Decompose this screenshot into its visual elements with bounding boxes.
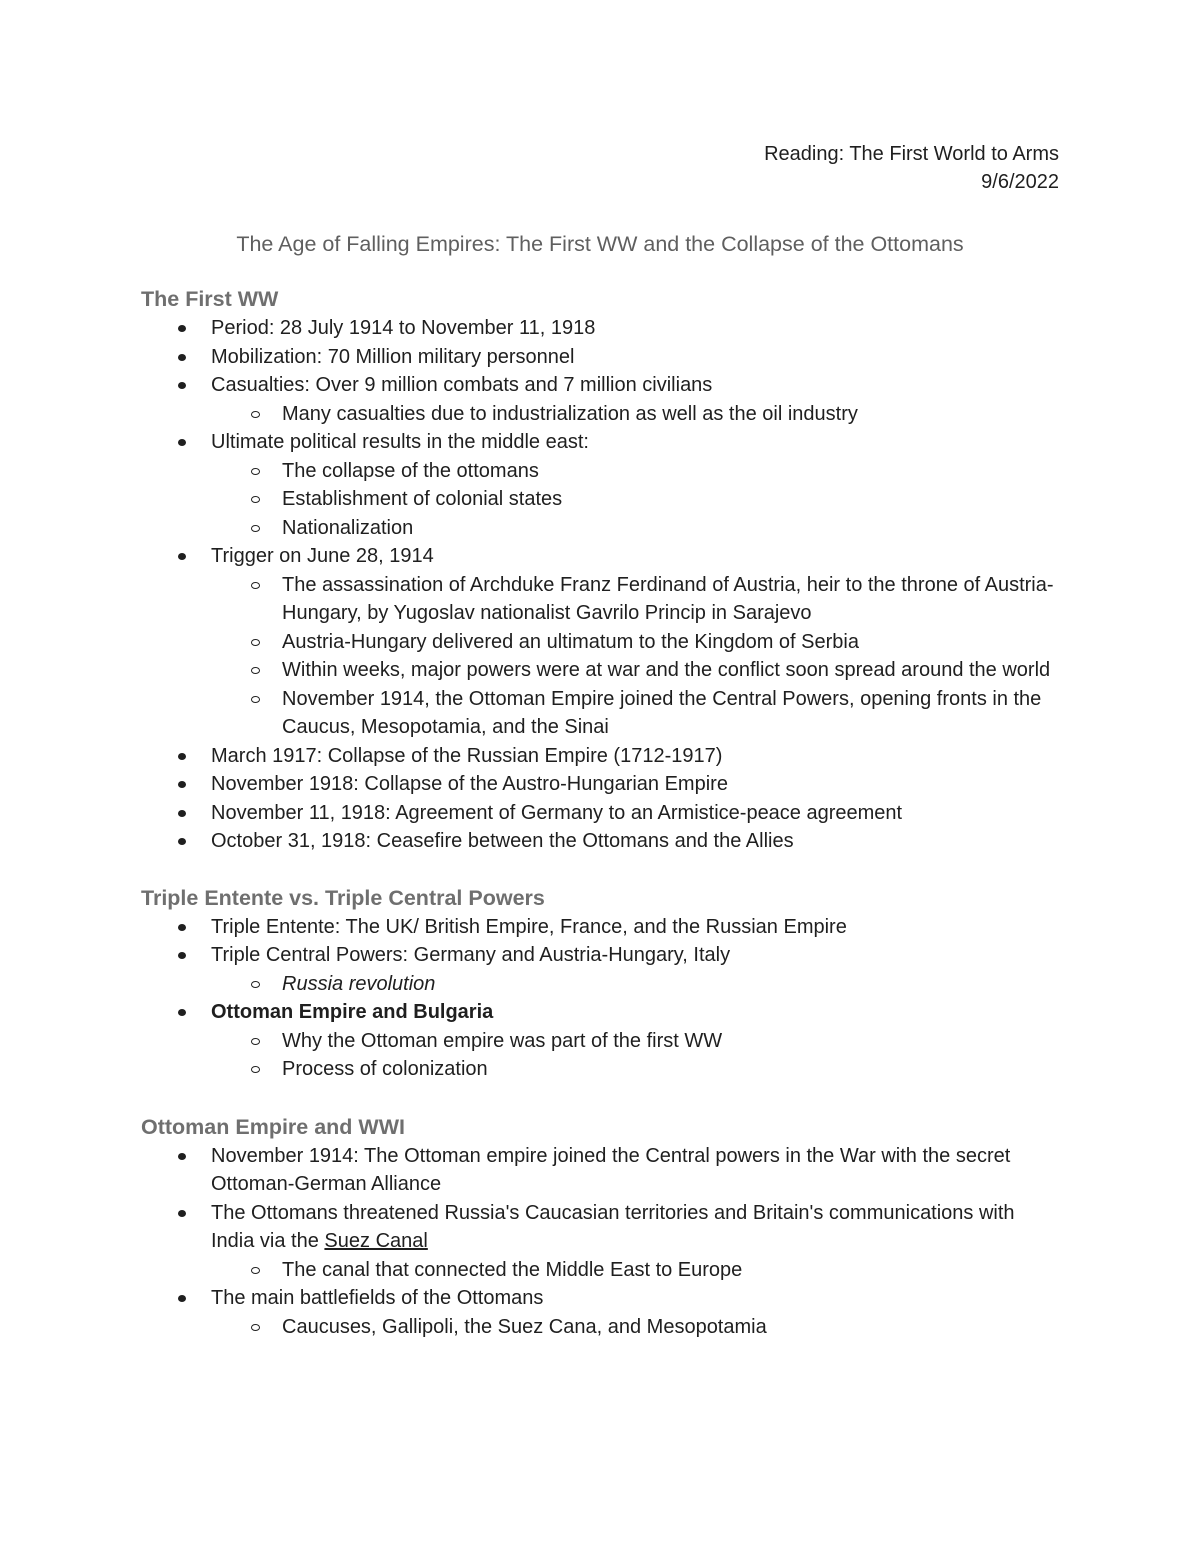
filled-bullet-icon: [178, 325, 186, 332]
list-item: [141, 941, 1059, 998]
list-item-text: The Ottomans threatened Russia's Caucasian territories and Britain's communications with India via the: [211, 1201, 1015, 1252]
filled-bullet-icon: [178, 1210, 186, 1217]
filled-bullet-icon: [178, 838, 186, 845]
list-item: [141, 827, 1059, 856]
section-heading-triple-entente: Triple Entente vs. Triple Central Powers: [141, 885, 545, 910]
document-title: The Age of Falling Empires: The First WW and the Collapse of the Ottomans: [236, 232, 964, 256]
sub-list-item-text: The collapse of the ottomans: [282, 459, 539, 482]
filled-bullet-icon: [178, 382, 186, 389]
list-item: [141, 799, 1059, 828]
document-page: [141, 140, 1059, 1341]
filled-bullet-icon: [178, 1009, 186, 1016]
list-item-text: Casualties: Over 9 million combats and 7 million civilians: [211, 374, 713, 396]
list-item-text: Triple Central Powers: Germany and Austria-Hungary, Italy: [211, 944, 731, 966]
filled-bullet-icon: [178, 439, 186, 446]
hollow-bullet-icon: [251, 1267, 260, 1274]
list-item-text: November 11, 1918: Agreement of Germany to an Armistice-peace agreement: [211, 801, 903, 824]
sub-list-item: [211, 628, 1059, 657]
filled-bullet-icon: [178, 781, 186, 788]
filled-bullet-icon: [178, 553, 186, 560]
sub-bullet-list: [141, 571, 1059, 742]
list-item-text: Mobilization: 70 Million military personnel: [211, 345, 575, 368]
list-item-text: October 31, 1918: Ceasefire between the Ottomans and the Allies: [211, 830, 794, 852]
sub-list-item: [211, 457, 1059, 486]
hollow-bullet-icon: [251, 582, 260, 589]
sub-list-item: [211, 1313, 1059, 1342]
sub-list-item-text: The canal that connected the Middle East to Europe: [282, 1258, 743, 1281]
hollow-bullet-icon: [251, 696, 260, 703]
filled-bullet-icon: [178, 1295, 186, 1302]
section-heading-first-ww: The First WW: [141, 287, 279, 311]
sub-bullet-list: [141, 970, 1059, 999]
list-item: [141, 770, 1059, 799]
sub-bullet-list: [141, 400, 1059, 429]
sub-bullet-list: [141, 1027, 1059, 1084]
sub-list-item: [211, 400, 1059, 429]
list-item: [141, 428, 1059, 542]
list-item: [141, 542, 1059, 742]
list-item-text: Ultimate political results in the middle east:: [211, 431, 589, 453]
filled-bullet-icon: [178, 1153, 186, 1160]
list-item: [141, 314, 1059, 343]
suez-canal-link[interactable]: Suez Canal: [324, 1230, 428, 1252]
sub-list-item: [211, 685, 1059, 742]
sub-list-item-text: November 1914, the Ottoman Empire joined the Central Powers, opening fronts in the Caucus, Mesopotamia, and the Sinai: [282, 687, 1042, 738]
list-item-text: Trigger on June 28, 1914: [211, 545, 434, 567]
sub-list-item: [211, 1256, 1059, 1285]
list-item: [141, 1142, 1059, 1199]
hollow-bullet-icon: [251, 525, 260, 532]
bullet-list: [141, 314, 1059, 856]
sub-bullet-list: [141, 1313, 1059, 1342]
list-item-text: Triple Entente: The UK/ British Empire, France, and the Russian Empire: [211, 915, 847, 938]
filled-bullet-icon: [178, 924, 186, 931]
sub-list-item-text: Process of colonization: [282, 1058, 488, 1080]
sub-list-item: [211, 571, 1059, 628]
bullet-list: [141, 913, 1059, 1084]
filled-bullet-icon: [178, 354, 186, 361]
list-item-text: Ottoman Empire and Bulgaria: [211, 1001, 494, 1023]
sub-list-item-text: Austria-Hungary delivered an ultimatum to the Kingdom of Serbia: [282, 630, 859, 653]
list-item: [141, 998, 1059, 1084]
document-date: 9/6/2022: [981, 171, 1059, 193]
hollow-bullet-icon: [251, 1324, 260, 1331]
list-item: [141, 371, 1059, 428]
list-item-text: March 1917: Collapse of the Russian Empire (1712-1917): [211, 744, 723, 767]
list-item-text: The main battlefields of the Ottomans: [211, 1287, 544, 1309]
hollow-bullet-icon: [251, 468, 260, 475]
sub-list-item-text: Russia revolution: [282, 972, 436, 995]
sub-list-item-text: Why the Ottoman empire was part of the first WW: [282, 1029, 723, 1052]
list-item-text: Period: 28 July 1914 to November 11, 1918: [211, 317, 596, 339]
hollow-bullet-icon: [251, 496, 260, 503]
list-item: [141, 1199, 1059, 1285]
list-item-text: November 1918: Collapse of the Austro-Hungarian Empire: [211, 773, 728, 795]
sub-list-item-text: Within weeks, major powers were at war and the conflict soon spread around the world: [282, 659, 1051, 681]
sub-list-item-text: Many casualties due to industrialization as well as the oil industry: [282, 402, 858, 425]
hollow-bullet-icon: [251, 981, 260, 988]
filled-bullet-icon: [178, 952, 186, 959]
hollow-bullet-icon: [251, 639, 260, 646]
list-item: [141, 343, 1059, 372]
sub-list-item: [211, 656, 1059, 685]
sub-bullet-list: [141, 1256, 1059, 1285]
list-item-text: November 1914: The Ottoman empire joined the Central powers in the War with the secret Ottoman-German Alliance: [211, 1144, 1011, 1195]
hollow-bullet-icon: [251, 1038, 260, 1045]
list-item: [141, 742, 1059, 771]
sub-list-item: [211, 1055, 1059, 1084]
sub-list-item-text: Caucuses, Gallipoli, the Suez Cana, and Mesopotamia: [282, 1315, 767, 1338]
sub-list-item-text: Establishment of colonial states: [282, 488, 563, 510]
sub-list-item-text: Nationalization: [282, 516, 414, 539]
sub-list-item: [211, 970, 1059, 999]
list-item: [141, 1284, 1059, 1341]
bullet-list: [141, 1142, 1059, 1342]
filled-bullet-icon: [178, 753, 186, 760]
list-item: [141, 913, 1059, 942]
section-heading-ottoman-wwi: Ottoman Empire and WWI: [141, 1114, 405, 1139]
hollow-bullet-icon: [251, 667, 260, 674]
filled-bullet-icon: [178, 810, 186, 817]
sub-list-item: [211, 485, 1059, 514]
sub-list-item: [211, 1027, 1059, 1056]
sub-list-item-text: The assassination of Archduke Franz Ferdinand of Austria, heir to the throne of Austria-Hungary, by Yugoslav nationalist Gavrilo Princip in Sarajevo: [282, 573, 1054, 624]
sub-bullet-list: [141, 457, 1059, 543]
document-header: [141, 140, 1059, 196]
reading-title: Reading: The First World to Arms: [764, 143, 1059, 165]
hollow-bullet-icon: [251, 411, 260, 418]
hollow-bullet-icon: [251, 1066, 260, 1073]
sub-list-item: [211, 514, 1059, 543]
